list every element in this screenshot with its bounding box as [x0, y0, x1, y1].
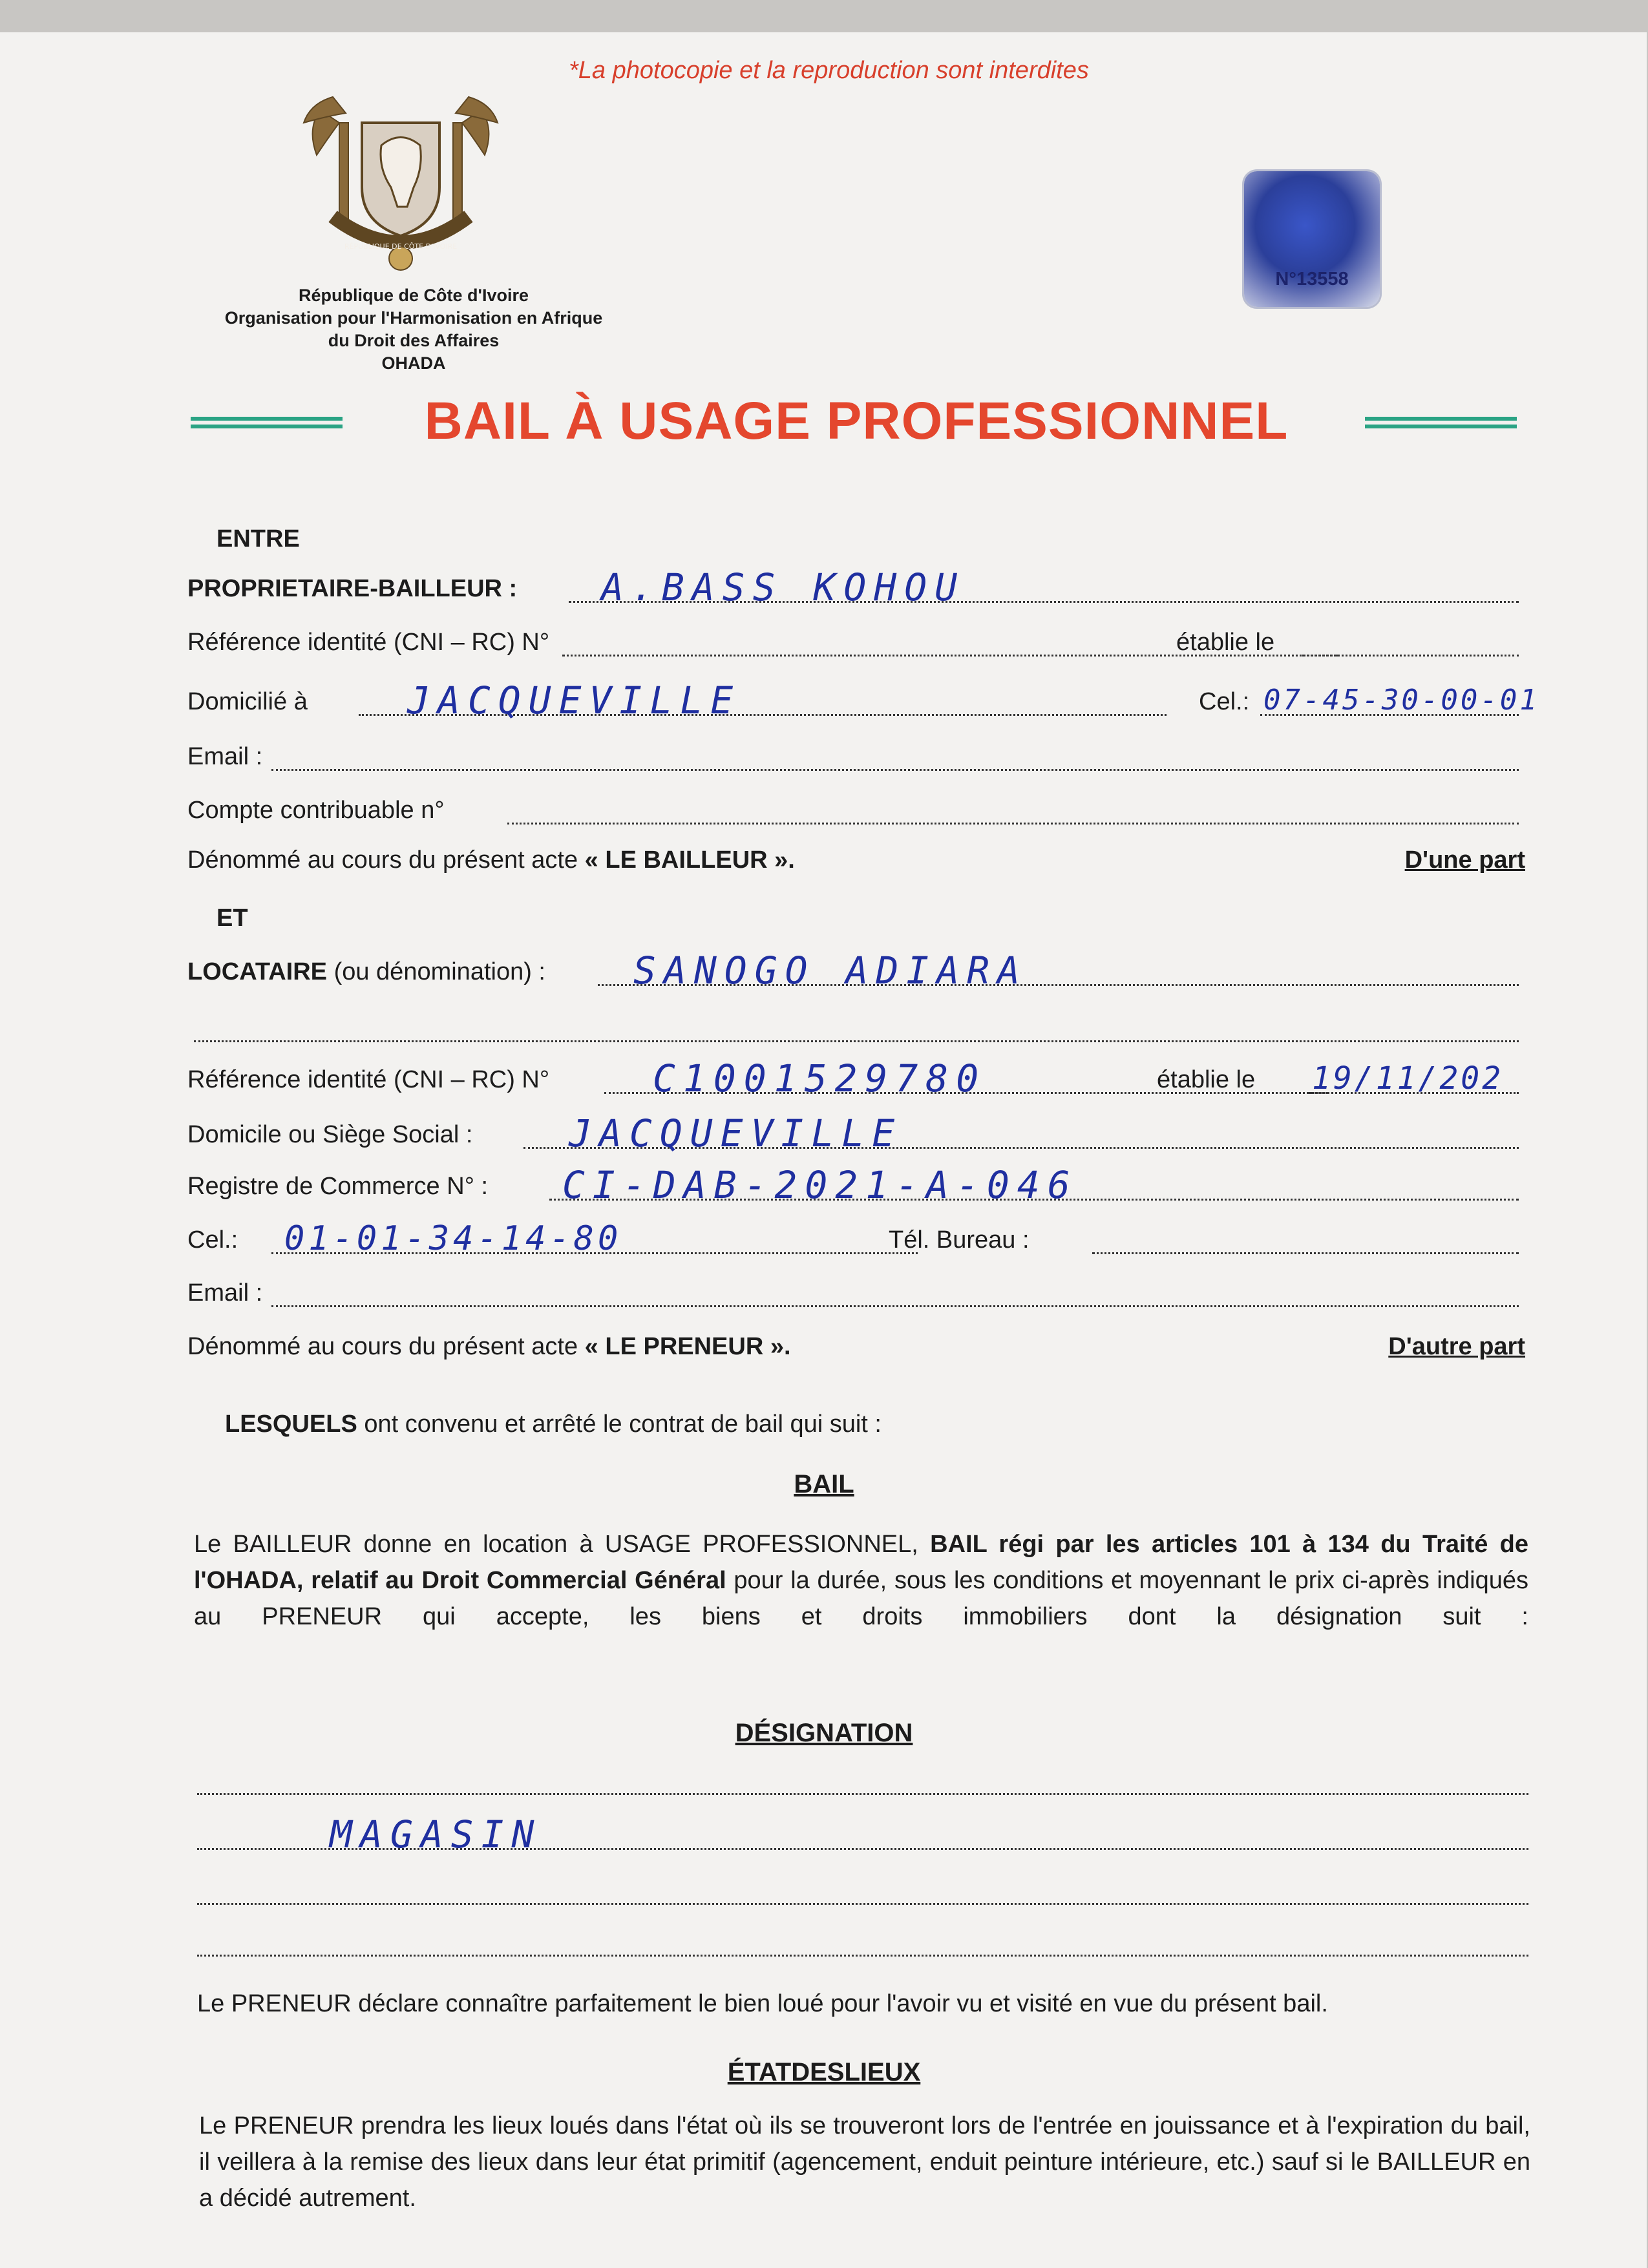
dune-part-label: D'une part — [1404, 846, 1525, 874]
preneur-cel-label: Cel.: — [187, 1226, 238, 1254]
declare-line — [197, 1987, 1532, 2026]
lesquels-bold: LESQUELS — [225, 1411, 357, 1438]
proprietaire-label: PROPRIETAIRE-BAILLEUR : — [187, 575, 518, 602]
designation-line-2 — [197, 1812, 1528, 1858]
bailleur-email-label: Email : — [187, 743, 263, 770]
proprietaire-line — [187, 565, 1525, 611]
preneur-cel-line — [187, 1219, 1525, 1262]
bailleur-reference-line — [187, 625, 1525, 664]
preneur-cel-handwritten[interactable]: 01-01-34-14-80 — [284, 1219, 622, 1258]
designation-dots-3 — [197, 1903, 1528, 1905]
contribuable-label: Compte contribuable n° — [187, 797, 445, 824]
org-line-3: du Droit des Affaires — [328, 331, 500, 350]
designation-line-1 — [197, 1764, 1528, 1803]
locataire-line — [187, 949, 1525, 994]
preneur-domicile-handwritten[interactable]: JACQUEVILLE — [569, 1111, 903, 1155]
bailleur-reference-label: Référence identité (CNI – RC) N° — [187, 629, 550, 656]
bail-text-3: pour la durée, sous les conditions et moyennant le prix ci-après indiqués au PRENEUR qui accepte, les biens et droits immobiliers dont la désignation suit : — [194, 1567, 1528, 1630]
preneur-reference-handwritten[interactable]: C1001529780 — [653, 1056, 987, 1100]
designation-line-4 — [197, 1926, 1528, 1964]
preneur-denomme-line — [187, 1330, 1525, 1369]
preneur-denomme-prefix: Dénommé au cours du présent acte — [187, 1333, 585, 1360]
seal-text: RÉPUBLIQUE DE CÔTE D'IVOIRE — [344, 242, 458, 251]
bailleur-domicile-line — [187, 678, 1539, 724]
et-label: ET — [217, 905, 248, 932]
designation-dots-4 — [197, 1955, 1528, 1957]
entre-line — [217, 522, 1554, 561]
bail-paragraph — [194, 1526, 1528, 1671]
bureau-label: Tél. Bureau : — [889, 1226, 1030, 1254]
bailleur-domicile-handwritten[interactable]: JACQUEVILLE — [407, 678, 741, 722]
bailleur-domicile-label: Domicilié à — [187, 688, 308, 715]
preneur-reference-label: Référence identité (CNI – RC) N° — [187, 1066, 550, 1093]
proprietaire-handwritten[interactable]: A.BASS KOHOU — [601, 565, 966, 609]
designation-heading: DÉSIGNATION — [735, 1719, 913, 1747]
bureau-dots — [1092, 1252, 1519, 1254]
bailleur-cel-label: Cel.: — [1199, 688, 1250, 715]
coat-of-arms-emblem — [294, 84, 507, 278]
locataire-extra-line — [187, 1011, 1525, 1050]
stamp-number: N°13558 — [1275, 269, 1349, 289]
bailleur-denomme-text — [187, 841, 795, 879]
security-hologram-stamp — [1244, 171, 1380, 307]
preneur-domicile-label: Domicile ou Siège Social : — [187, 1121, 473, 1148]
bailleur-etablie-label: établie le — [1176, 629, 1275, 656]
bailleur-email-dots — [271, 769, 1519, 771]
etat-des-lieux-heading: ÉTATDESLIEUX — [727, 2058, 921, 2086]
bailleur-denomme-role: « LE BAILLEUR ». — [584, 846, 795, 874]
preneur-email-dots — [271, 1305, 1519, 1307]
designation-handwritten[interactable]: MAGASIN — [330, 1812, 542, 1856]
preneur-domicile-line — [187, 1111, 1525, 1157]
bailleur-denomme-prefix: Dénommé au cours du présent acte — [187, 846, 585, 874]
lesquels-text — [225, 1405, 882, 1444]
bail-text-1: Le BAILLEUR donne en location à USAGE PROFESSIONNEL, — [194, 1531, 931, 1558]
locataire-handwritten[interactable]: SANOGO ADIARA — [633, 949, 1028, 992]
contribuable-dots — [507, 823, 1519, 824]
org-line-2: Organisation pour l'Harmonisation en Afrique — [224, 308, 603, 328]
document-title: BAIL À USAGE PROFESSIONNEL — [424, 392, 1289, 450]
bail-text-2: BAIL régi par les articles 101 à 134 du Traité de l'OHADA, relatif au Droit Commercial Général — [194, 1531, 1528, 1594]
title-rule-left — [191, 417, 343, 428]
dautre-part-label: D'autre part — [1388, 1333, 1525, 1360]
entre-label: ENTRE — [217, 525, 300, 552]
contribuable-line — [187, 793, 1525, 832]
preneur-etablie-label: établie le — [1157, 1066, 1256, 1093]
organization-block — [194, 284, 633, 375]
bailleur-etablie-dots — [1302, 655, 1519, 656]
locataire-label — [187, 952, 545, 991]
bailleur-email-line — [187, 740, 1525, 779]
locataire-label-rest: (ou dénomination) : — [327, 958, 545, 985]
registre-label: Registre de Commerce N° : — [187, 1173, 488, 1200]
copy-warning: *La photocopie et la reproduction sont interdites — [569, 57, 1089, 84]
preneur-etablie-handwritten[interactable]: 19/11/202 — [1312, 1060, 1504, 1097]
title-rule-right — [1365, 417, 1517, 428]
registre-handwritten[interactable]: CI-DAB-2021-A-046 — [562, 1163, 1078, 1207]
preneur-denomme-text — [187, 1327, 791, 1366]
designation-dots-1 — [197, 1793, 1528, 1795]
lesquels-line — [225, 1407, 1563, 1446]
locataire-label-bold: LOCATAIRE — [187, 958, 328, 985]
designation-line-3 — [197, 1874, 1528, 1913]
preneur-email-label: Email : — [187, 1279, 263, 1307]
lesquels-rest: ont convenu et arrêté le contrat de bail qui suit : — [357, 1411, 882, 1438]
locataire-extra-dots — [194, 1040, 1519, 1042]
declare-text: Le PRENEUR déclare connaître parfaitement le bien loué pour l'avoir vu et visité en vue du présent bail. — [197, 1990, 1328, 2017]
preneur-reference-line — [187, 1056, 1525, 1102]
org-line-1: République de Côte d'Ivoire — [299, 286, 529, 305]
org-line-4: OHADA — [381, 353, 446, 373]
et-line — [217, 901, 1554, 940]
bail-heading: BAIL — [794, 1470, 854, 1498]
preneur-email-line — [187, 1276, 1525, 1315]
bailleur-denomme-line — [187, 843, 1525, 882]
etat-des-lieux-paragraph: Le PRENEUR prendra les lieux loués dans l'état où ils se trouveront lors de l'entrée en jouissance et à l'expiration du bail, il veillera à la remise des lieux dans leur état primitif (agencement, enduit peinture intérieure, etc.) sauf si le BAILLEUR en a décidé autrement. — [199, 2112, 1530, 2212]
preneur-denomme-role: « LE PRENEUR ». — [584, 1333, 791, 1360]
bailleur-cel-handwritten[interactable]: 07-45-30-00-01 — [1263, 684, 1539, 717]
registre-line — [187, 1163, 1525, 1208]
